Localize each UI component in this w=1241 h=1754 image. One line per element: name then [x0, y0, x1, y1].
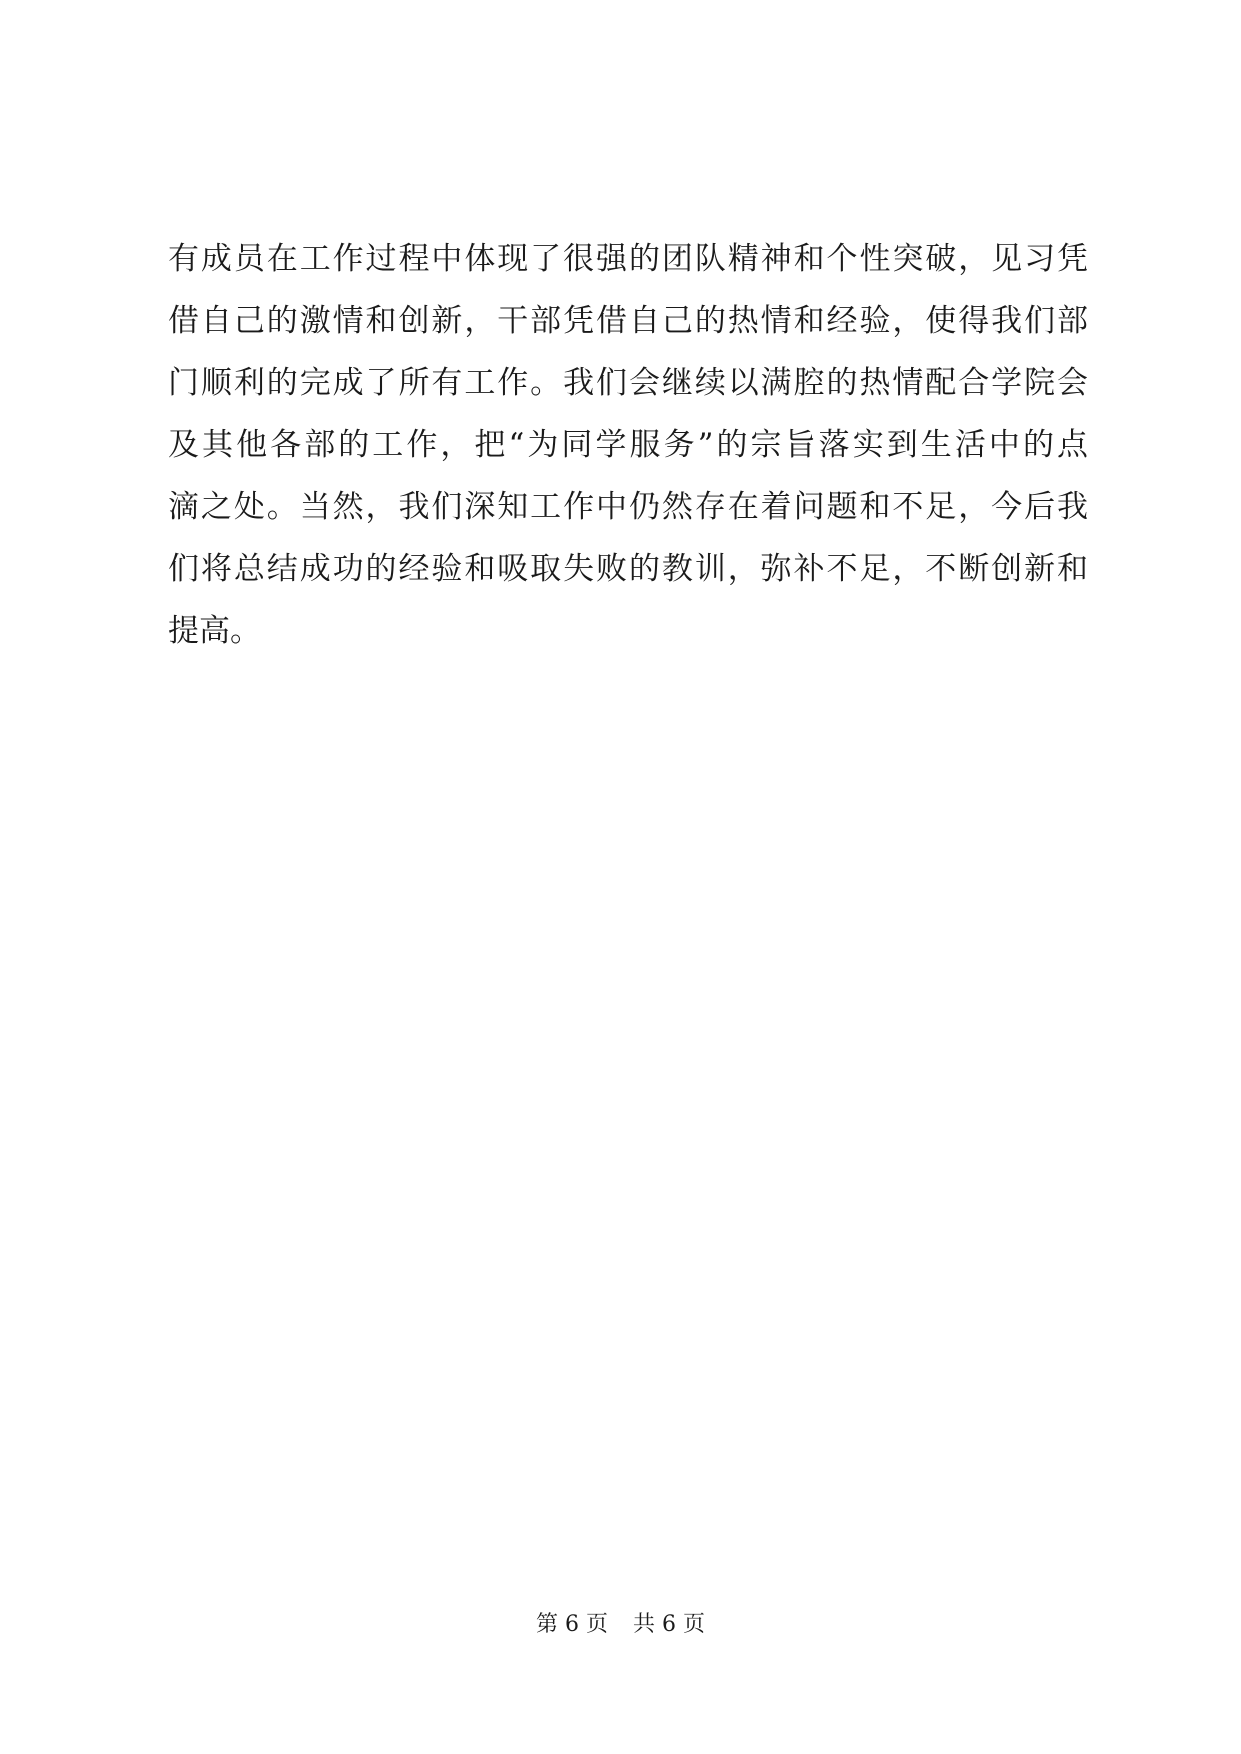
page-footer [0, 1610, 1241, 1640]
paragraph-line: 及其他各部的工作，把“为同学服务”的宗旨落实到生活中的点 [168, 427, 1088, 463]
paragraph-line: 提高。 [168, 613, 261, 649]
paragraph-line: 借自己的激情和创新，干部凭借自己的热情和经验，使得我们部 [168, 303, 1088, 339]
paragraph-line: 们将总结成功的经验和吸取失败的教训，弥补不足，不断创新和 [168, 551, 1088, 587]
paragraph-line: 滴之处。当然，我们深知工作中仍然存在着问题和不足，今后我 [168, 489, 1088, 525]
page-number: 第 6 页 [536, 1612, 608, 1637]
page-total: 共 6 页 [633, 1612, 705, 1637]
paragraph-line: 有成员在工作过程中体现了很强的团队精神和个性突破，见习凭 [168, 241, 1088, 277]
body-paragraph [168, 228, 1088, 662]
paragraph-line: 门顺利的完成了所有工作。我们会继续以满腔的热情配合学院会 [168, 365, 1088, 401]
